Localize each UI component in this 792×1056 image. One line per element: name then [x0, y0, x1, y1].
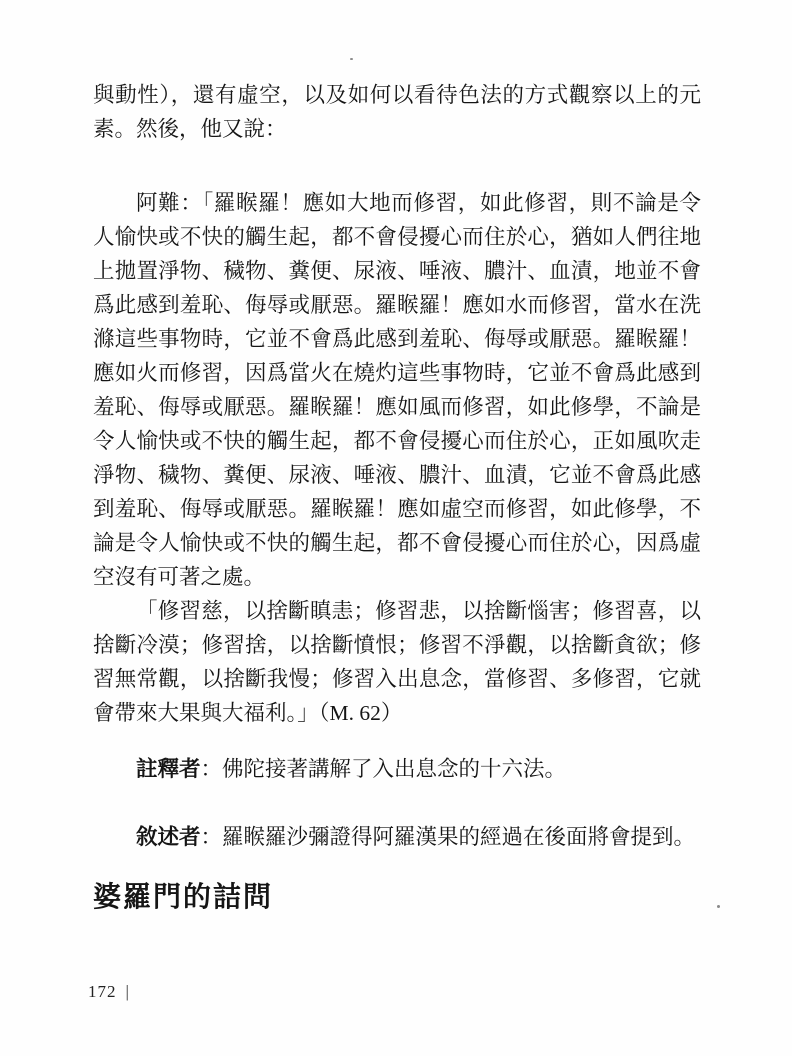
page-footer	[88, 982, 130, 1002]
ink-speck	[717, 905, 720, 908]
commentator-label: 註釋者	[136, 757, 201, 781]
section-heading: 婆羅門的詰問	[93, 882, 274, 913]
quote-line: 淨物、穢物、糞便、尿液、唾液、膿汁、血漬，它並不會爲此感	[93, 463, 701, 487]
quote-line: 空沒有可著之處。	[93, 565, 266, 589]
intro-paragraph	[93, 78, 701, 146]
quote-line: 應如火而修習，因爲當火在燒灼這些事物時，它並不會爲此感到	[93, 361, 701, 385]
quote-line: 令人愉快或不快的觸生起，都不會侵擾心而住於心，正如風吹走	[93, 429, 701, 453]
narrator-label: 敘述者	[136, 825, 201, 849]
quote-line: 到羞恥、侮辱或厭惡。羅睺羅！應如虛空而修習，如此修學，不	[93, 497, 701, 521]
sutta-quote-paragraph	[93, 186, 701, 730]
commentator-paragraph	[93, 752, 701, 786]
quote-line: 「修習慈，以捨斷瞋恚；修習悲，以捨斷惱害；修習喜，以	[136, 599, 701, 623]
commentator-text: ：佛陀接著講解了入出息念的十六法。	[200, 757, 567, 781]
quote-line: 阿難：「羅睺羅！應如大地而修習，如此修習，則不論是令	[136, 191, 701, 215]
ink-speck	[350, 58, 353, 60]
narrator-paragraph	[93, 820, 701, 854]
quote-line: 論是令人愉快或不快的觸生起，都不會侵擾心而住於心，因爲虛	[93, 531, 701, 555]
intro-line: 與動性），還有虛空，以及如何以看待色法的方式觀察以上的元	[93, 83, 701, 107]
quote-line: 捨斷冷漠；修習捨，以捨斷憤恨；修習不淨觀，以捨斷貪欲；修	[93, 633, 701, 657]
narrator-line	[93, 820, 701, 854]
quote-line: 爲此感到羞恥、侮辱或厭惡。羅睺羅！應如水而修習，當水在洗	[93, 293, 701, 317]
footer-divider: |	[125, 982, 130, 1001]
quote-line: 人愉快或不快的觸生起，都不會侵擾心而住於心，猶如人們往地	[93, 225, 701, 249]
quote-line: 滌這些事物時，它並不會爲此感到羞恥、侮辱或厭惡。羅睺羅！	[93, 327, 701, 351]
page-body	[93, 78, 701, 941]
narrator-text: ：羅睺羅沙彌證得阿羅漢果的經過在後面將會提到。	[200, 825, 696, 849]
page-number: 172	[88, 982, 117, 1001]
quote-line: 上拋置淨物、穢物、糞便、尿液、唾液、膿汁、血漬，地並不會	[93, 259, 701, 283]
intro-line: 素。然後，他又說：	[93, 117, 287, 141]
quote-line: 羞恥、侮辱或厭惡。羅睺羅！應如風而修習，如此修學，不論是	[93, 395, 701, 419]
quote-line: 會帶來大果與大福利。」（M. 62）	[93, 701, 403, 725]
commentator-line	[93, 752, 701, 786]
quote-line: 習無常觀，以捨斷我慢；修習入出息念，當修習、多修習，它就	[93, 667, 701, 691]
